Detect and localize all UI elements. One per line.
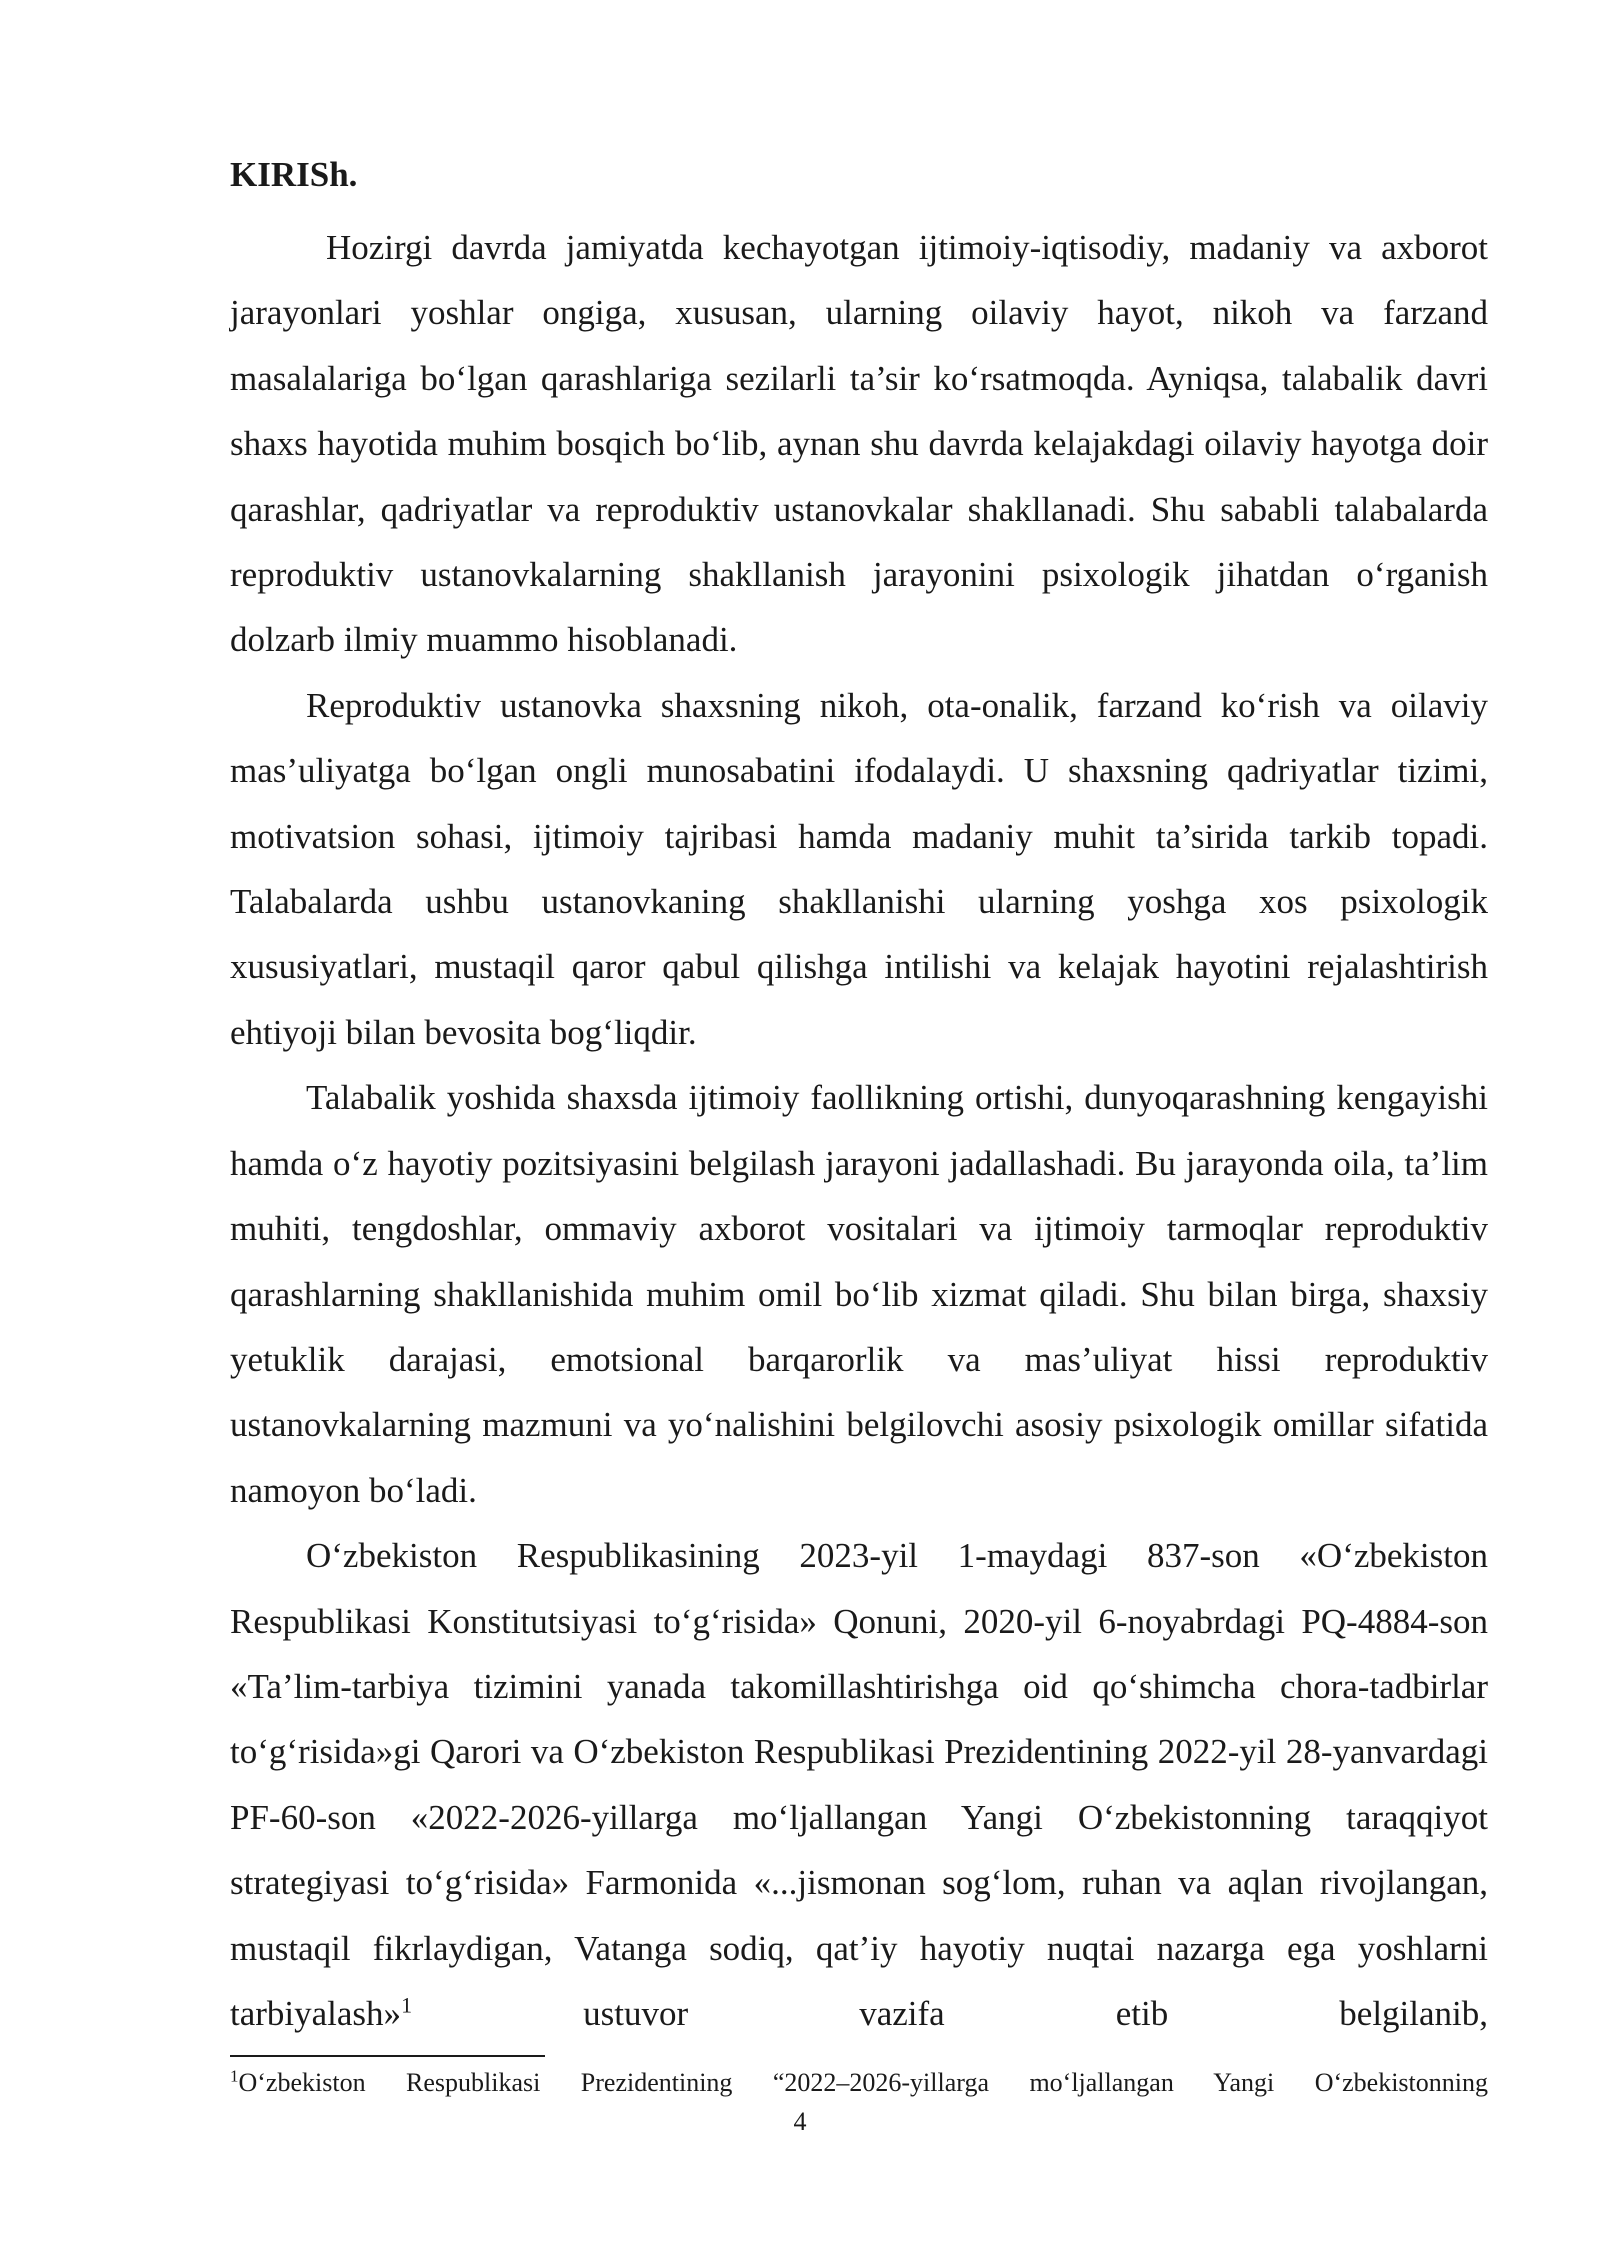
footnote-separator	[230, 2055, 545, 2057]
page-body	[230, 150, 1488, 2046]
paragraph: Hozirgi davrda jamiyatda kechayotgan ijtimoiy-iqtisodiy, madaniy va axborot jarayonlari yoshlar ongiga, xususan, ularning oilaviy hayot, nikoh va farzand masalalariga bo‘lgan qarashlariga sezilarli ta’sir ko‘rsatmoqda. Ayniqsa, talabalik davri shaxs hayotida muhim bosqich bo‘lib, aynan shu davrda kelajakdagi oilaviy hayotga doir qarashlar, qadriyatlar va reproduktiv ustanovkalar shakllanadi. Shu sababli talabalarda reproduktiv ustanovkalarning shakllanish jarayonini psixologik jihatdan o‘rganish dolzarb ilmiy muammo hisoblanadi.	[230, 228, 1488, 660]
footnote-reference[interactable]: 1	[401, 1992, 413, 2018]
footnote-marker: 1	[230, 2066, 239, 2086]
section-heading: KIRISh.	[230, 155, 358, 194]
paragraph-text-continued: ustuvor vazifa etib belgilanib,	[412, 1993, 1488, 2033]
paragraph-text: O‘zbekiston Respublikasining 2023-yil 1-maydagi 837-son «O‘zbekiston Respublikasi Konstitutsiyasi to‘g‘risida» Qonuni, 2020-yil 6-noyabrdagi PQ-4884-son «Ta’lim-tarbiya tizimini yanada takomillashtirishga oid qo‘shimcha chora-tadbirlar to‘g‘risida»gi Qarori va O‘zbekiston Respublikasi Prezidentining 2022-yil 28-yanvardagi PF-60-son «2022-2026-yillarga mo‘ljallangan Yangi O‘zbekistonning taraqqiyot strategiyasi to‘g‘risida» Farmonida «...jismonan sog‘lom, ruhan va aqlan rivojlangan, mustaqil fikrlaydigan, Vatanga sodiq, qat’iy hayotiy nuqtai nazarga ega yoshlarni tarbiyalash»	[230, 1536, 1488, 2033]
footnote	[230, 2066, 1488, 2100]
paragraph-with-footnote-ref	[230, 1523, 1488, 2046]
footnote-text: O‘zbekiston Respublikasi Prezidentining “2022–2026-yillarga mo‘ljallangan Yangi O‘zbekistonning	[238, 2068, 1488, 2097]
paragraph: Reproduktiv ustanovka shaxsning nikoh, ota-onalik, farzand ko‘rish va oilaviy mas’uliyatga bo‘lgan ongli munosabatini ifodalaydi. U shaxsning qadriyatlar tizimi, motivatsion sohasi, ijtimoiy tajribasi hamda madaniy muhit ta’sirida tarkib topadi. Talabalarda ushbu ustanovkaning shakllanishi ularning yoshga xos psixologik xususiyatlari, mustaqil qaror qabul qilishga intilishi va kelajak hayotini rejalashtirish ehtiyoji bilan bevosita bog‘liqdir.	[230, 685, 1488, 1052]
paragraph: Talabalik yoshida shaxsda ijtimoiy faollikning ortishi, dunyoqarashning kengayishi hamda o‘z hayotiy pozitsiyasini belgilash jarayoni jadallashadi. Bu jarayonda oila, ta’lim muhiti, tengdoshlar, ommaviy axborot vositalari va ijtimoiy tarmoqlar reproduktiv qarashlarning shakllanishida muhim omil bo‘lib xizmat qiladi. Shu bilan birga, shaxsiy yetuklik darajasi, emotsional barqarorlik va mas’uliyat hissi reproduktiv ustanovkalarning mazmuni va yo‘nalishini belgilovchi asosiy psixologik omillar sifatida namoyon bo‘ladi.	[230, 1078, 1488, 1510]
page-number: 4	[793, 2107, 807, 2136]
